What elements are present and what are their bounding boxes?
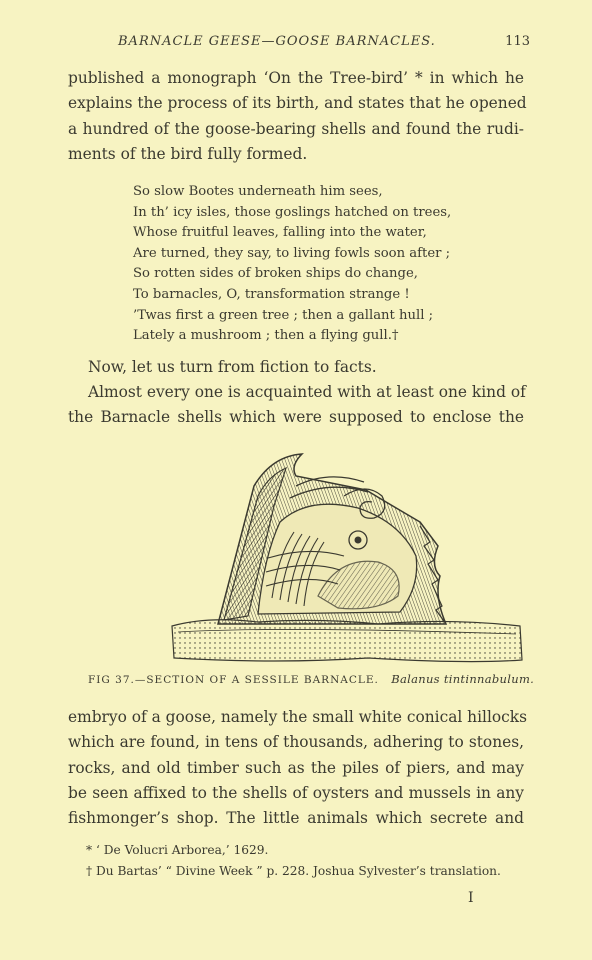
figure-caption-latin: Balanus tintinnabulum.	[391, 672, 535, 686]
barnacle-engraving-icon	[168, 446, 526, 668]
poem-line: Are turned, they say, to living fowls soon after ;	[133, 245, 451, 261]
poem-quotation	[133, 182, 473, 347]
text-line: embryo of a goose, namely the small white conical hillocks	[68, 708, 527, 726]
page-number: 113	[505, 34, 530, 49]
text-line: be seen affixed to the shells of oysters and mussels in any	[68, 783, 524, 802]
paragraph-3	[68, 380, 524, 431]
text-line: fishmonger’s shop. The little animals which secrete and	[68, 809, 524, 828]
signature-mark: I	[468, 890, 474, 906]
running-head-title: BARNACLE GEESE—GOOSE BARNACLES.	[118, 34, 436, 49]
text-line: Now, let us turn from fiction to facts.	[88, 358, 377, 376]
footnote-1: * ‘ De Volucri Arborea,’ 1629.	[86, 843, 269, 857]
poem-line: So slow Bootes underneath him sees,	[133, 184, 383, 199]
figure-caption	[88, 672, 535, 686]
text-line: ments of the bird fully formed.	[68, 144, 308, 163]
text-line: rocks, and old timber such as the piles of piers, and may	[68, 758, 524, 777]
poem-line: To barnacles, O, transformation strange !	[133, 286, 410, 302]
paragraph-1	[68, 66, 527, 167]
footnote-2: † Du Bartas’ “ Divine Week ” p. 228. Joshua Sylvester’s translation.	[86, 864, 501, 878]
text-line: a hundred of the goose-bearing shells and found the rudi-	[68, 119, 524, 138]
poem-line: So rotten sides of broken ships do change,	[133, 266, 418, 282]
paragraph-2	[88, 355, 524, 380]
text-line: which are found, in tens of thousands, adhering to stones,	[68, 733, 524, 752]
poem-line: ’Twas first a green tree ; then a gallant hull ;	[133, 307, 434, 323]
text-line: explains the process of its birth, and states that he opened	[68, 94, 527, 113]
poem-line: In th’ icy isles, those goslings hatched on trees,	[133, 204, 452, 220]
barnacle-illustration	[168, 446, 526, 668]
poem-line: Whose fruitful leaves, falling into the water,	[133, 225, 427, 241]
paragraph-4	[68, 705, 527, 831]
poem-line: Lately a mushroom ; then a flying gull.†	[133, 328, 399, 344]
text-line: the Barnacle shells which were supposed to enclose the	[68, 408, 524, 427]
text-line: published a monograph ‘On the Tree-bird’ * in which he	[68, 69, 524, 87]
running-head	[118, 34, 530, 49]
text-line: Almost every one is acquainted with at least one kind of	[88, 383, 526, 401]
figure-caption-label: FIG 37.—SECTION OF A SESSILE BARNACLE.	[88, 674, 379, 686]
